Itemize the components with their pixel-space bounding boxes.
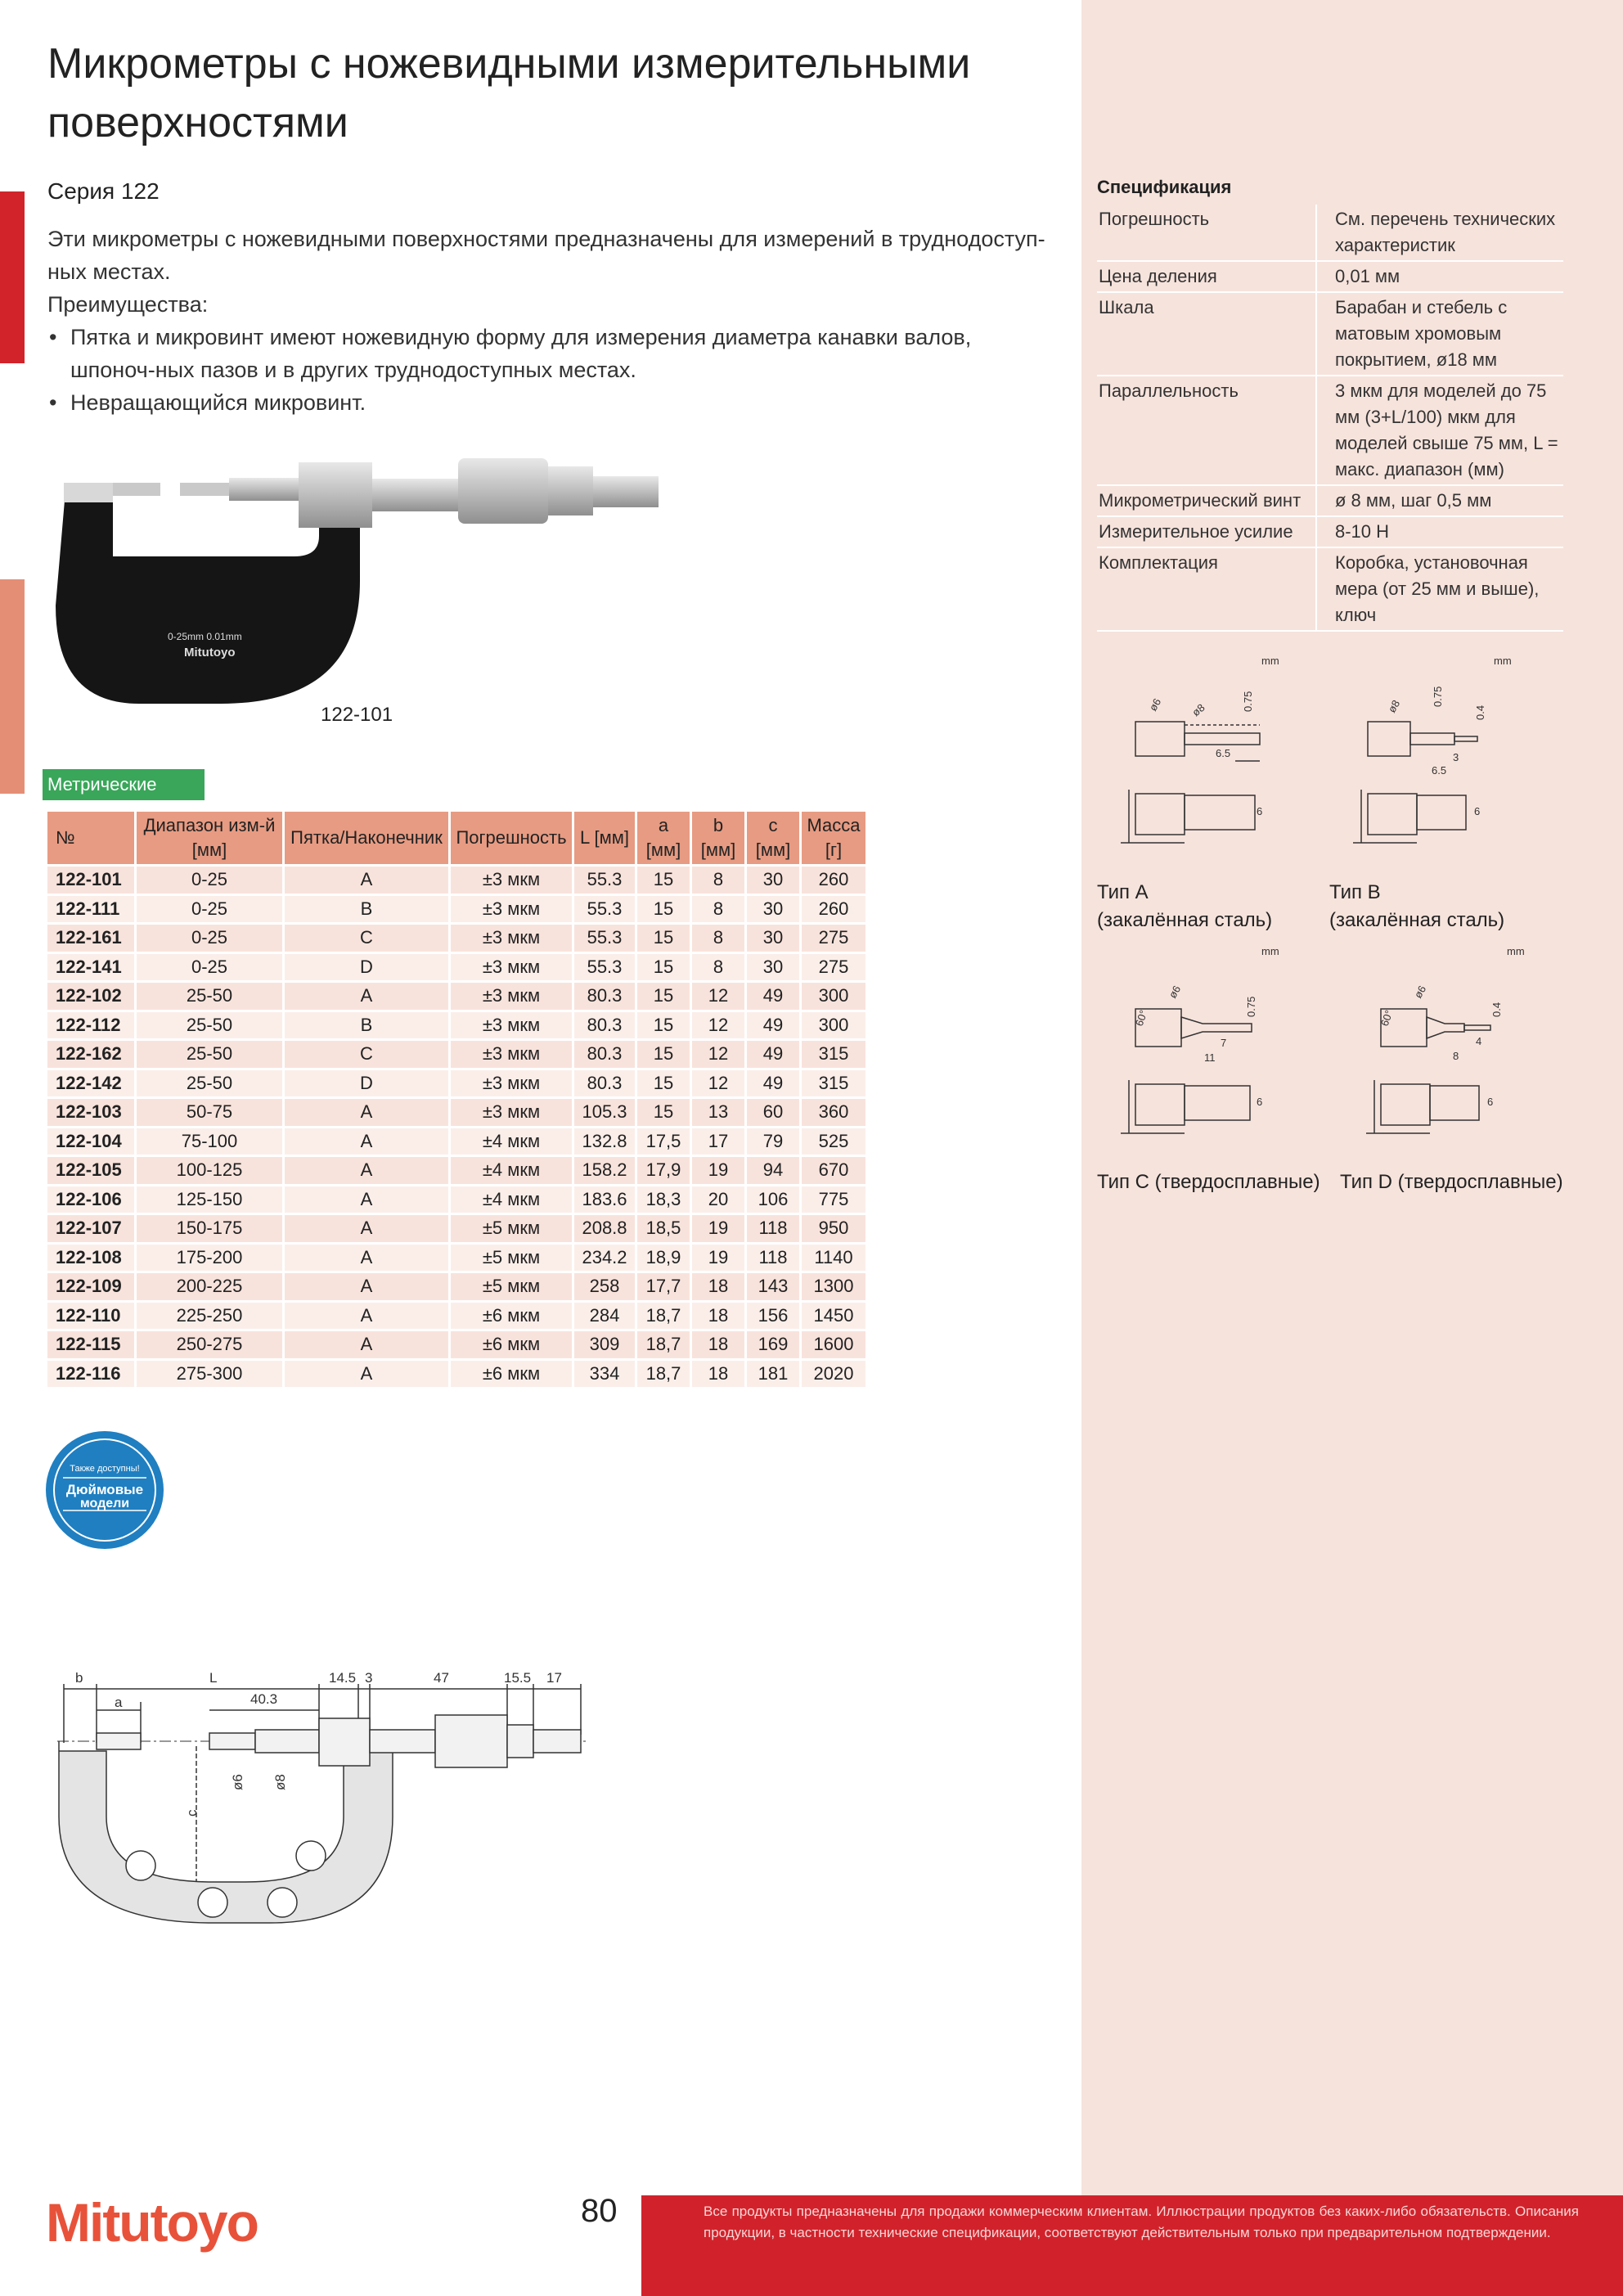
table-cell: 0-25 (137, 954, 282, 984)
svg-text:0.75: 0.75 (1432, 686, 1444, 707)
table-cell: 118 (747, 1215, 799, 1245)
table-cell: ±6 мкм (451, 1361, 572, 1390)
accent-bar-salmon (0, 579, 25, 794)
table-row (47, 1303, 865, 1332)
table-row (47, 1012, 865, 1042)
table-cell: 181 (747, 1361, 799, 1390)
table-cell: ±3 мкм (451, 1070, 572, 1100)
table-cell: ±4 мкм (451, 1186, 572, 1216)
table-cell: 1600 (802, 1331, 865, 1361)
table-cell: A (285, 1273, 448, 1303)
spec-row (1097, 376, 1563, 485)
table-cell: 200-225 (137, 1273, 282, 1303)
svg-text:ø6: ø6 (230, 1774, 245, 1790)
table-cell: 8 (692, 925, 744, 954)
table-cell: 122-108 (47, 1245, 134, 1274)
svg-text:6.5: 6.5 (1432, 764, 1447, 777)
unit-label: mm (1261, 945, 1279, 957)
page-number: 80 (581, 2193, 618, 2229)
svg-text:14.5: 14.5 (329, 1670, 357, 1686)
table-cell: 118 (747, 1245, 799, 1274)
table-cell: ±5 мкм (451, 1273, 572, 1303)
table-body (47, 867, 865, 1389)
spec-row (1097, 485, 1563, 516)
table-cell: 30 (747, 954, 799, 984)
svg-text:ø6: ø6 (1146, 696, 1164, 714)
table-cell: 15 (637, 896, 690, 925)
spec-value: 0,01 мм (1316, 261, 1563, 292)
svg-text:11: 11 (1204, 1051, 1216, 1064)
table-cell: 18,7 (637, 1361, 690, 1390)
svg-text:60°: 60° (1378, 1008, 1396, 1029)
table-cell: 122-116 (47, 1361, 134, 1390)
spec-row (1097, 205, 1563, 261)
spec-row (1097, 292, 1563, 376)
tip-type-a-caption: Тип А (закалённая сталь) (1097, 881, 1273, 931)
spec-value: Коробка, установочная мера (от 25 мм и выше), ключ (1316, 547, 1563, 631)
table-cell: 18,7 (637, 1303, 690, 1332)
dimension-drawing (49, 1661, 605, 1931)
spec-key: Шкала (1097, 292, 1316, 376)
table-cell: 49 (747, 1012, 799, 1042)
table-cell: 122-109 (47, 1273, 134, 1303)
table-cell: A (285, 1186, 448, 1216)
table-cell: 25-50 (137, 1041, 282, 1070)
table-cell: 12 (692, 1012, 744, 1042)
table-cell: ±3 мкм (451, 896, 572, 925)
table-cell: 315 (802, 1070, 865, 1100)
tip-type-d-caption: Тип D (твердосплавные) (1340, 1171, 1563, 1193)
table-cell: 122-142 (47, 1070, 134, 1100)
table-cell: C (285, 1041, 448, 1070)
table-cell: ±3 мкм (451, 1041, 572, 1070)
table-cell: 19 (692, 1245, 744, 1274)
table-cell: 125-150 (137, 1186, 282, 1216)
table-cell: 122-101 (47, 867, 134, 896)
table-row (47, 1099, 865, 1128)
table-cell: 122-115 (47, 1331, 134, 1361)
table-cell: 15 (637, 983, 690, 1012)
svg-text:3: 3 (365, 1670, 373, 1686)
col-header: L [мм] (574, 812, 635, 867)
table-cell: ±4 мкм (451, 1157, 572, 1186)
table-cell: 18,9 (637, 1245, 690, 1274)
table-cell: A (285, 1128, 448, 1158)
tip-type-b-figure (1345, 646, 1590, 851)
table-cell: 122-103 (47, 1099, 134, 1128)
inch-models-badge (45, 1430, 164, 1550)
table-cell: 132.8 (574, 1128, 635, 1158)
table-header-row (47, 812, 865, 867)
spec-value: ø 8 мм, шаг 0,5 мм (1316, 485, 1563, 516)
svg-text:0.75: 0.75 (1242, 691, 1254, 712)
table-cell: 150-175 (137, 1215, 282, 1245)
table-cell: 15 (637, 1070, 690, 1100)
table-cell: 17,5 (637, 1128, 690, 1158)
table-cell: 12 (692, 983, 744, 1012)
table-cell: A (285, 1303, 448, 1332)
table-cell: 30 (747, 896, 799, 925)
table-cell: ±3 мкм (451, 925, 572, 954)
table-row (47, 1157, 865, 1186)
svg-text:6.5: 6.5 (1216, 747, 1231, 759)
table-cell: 8 (692, 954, 744, 984)
table-cell: 525 (802, 1128, 865, 1158)
table-cell: 122-102 (47, 983, 134, 1012)
table-cell: 122-107 (47, 1215, 134, 1245)
models-table (45, 812, 868, 1389)
spec-value: Барабан и стебель с матовым хромовым покрытием, ø18 мм (1316, 292, 1563, 376)
spec-value: См. перечень технических характеристик (1316, 205, 1563, 261)
table-cell: 19 (692, 1215, 744, 1245)
col-header: a [мм] (637, 812, 690, 867)
table-cell: 100-125 (137, 1157, 282, 1186)
table-cell: 75-100 (137, 1128, 282, 1158)
table-cell: 122-141 (47, 954, 134, 984)
table-cell: 15 (637, 1041, 690, 1070)
table-cell: D (285, 954, 448, 984)
svg-text:a: a (115, 1695, 123, 1710)
table-cell: 0-25 (137, 896, 282, 925)
table-cell: 106 (747, 1186, 799, 1216)
table-cell: 275-300 (137, 1361, 282, 1390)
table-cell: 2020 (802, 1361, 865, 1390)
table-cell: 169 (747, 1331, 799, 1361)
table-cell: 15 (637, 1099, 690, 1128)
table-cell: 49 (747, 983, 799, 1012)
table-cell: A (285, 983, 448, 1012)
table-cell: A (285, 1361, 448, 1390)
table-cell: 122-104 (47, 1128, 134, 1158)
table-row (47, 1361, 865, 1390)
tip-type-b-caption: Тип В (закалённая сталь) (1329, 881, 1505, 931)
table-cell: 208.8 (574, 1215, 635, 1245)
table-cell: 225-250 (137, 1303, 282, 1332)
intro-paragraph: Эти микрометры с ножевидными поверхностями предназначены для измерений в труднодоступ-ных местах. (47, 227, 1045, 284)
badge-top: Также доступны! (70, 1464, 140, 1474)
table-cell: ±3 мкм (451, 1099, 572, 1128)
table-cell: 17,9 (637, 1157, 690, 1186)
table-cell: 1300 (802, 1273, 865, 1303)
svg-text:ø6: ø6 (1411, 983, 1429, 1001)
table-cell: ±3 мкм (451, 954, 572, 984)
table-cell: 18 (692, 1273, 744, 1303)
table-cell: 49 (747, 1041, 799, 1070)
col-header: № (47, 812, 134, 867)
table-cell: 250-275 (137, 1331, 282, 1361)
table-cell: 122-110 (47, 1303, 134, 1332)
table-cell: 15 (637, 954, 690, 984)
table-cell: 258 (574, 1273, 635, 1303)
table-cell: 25-50 (137, 1070, 282, 1100)
svg-text:15.5: 15.5 (504, 1670, 532, 1686)
metric-tag: Метрические (43, 769, 205, 800)
spec-row (1097, 547, 1563, 631)
table-cell: 158.2 (574, 1157, 635, 1186)
table-cell: 60 (747, 1099, 799, 1128)
photo-caption: 122-101 (321, 704, 393, 726)
table-row (47, 1273, 865, 1303)
footer-disclaimer: Все продукты предназначены для продажи коммерческим клиентам. Иллюстрации продуктов без каких-либо обязательств. Описания продукции, в частности технические спецификации, соответствуют действительным только при предварительном подтверждении. (704, 2204, 1579, 2240)
svg-text:40.3: 40.3 (250, 1691, 278, 1707)
table-cell: 12 (692, 1041, 744, 1070)
unit-label: mm (1507, 945, 1525, 957)
table-cell: 55.3 (574, 925, 635, 954)
spec-title: Спецификация (1097, 177, 1232, 197)
table-cell: 30 (747, 867, 799, 896)
svg-text:ø8: ø8 (272, 1774, 288, 1790)
table-row (47, 1245, 865, 1274)
table-cell: 18 (692, 1361, 744, 1390)
table-cell: 334 (574, 1361, 635, 1390)
spec-value: 8-10 Н (1316, 516, 1563, 547)
tip-type-d-figure (1358, 937, 1603, 1141)
table-cell: 275 (802, 954, 865, 984)
table-row (47, 1128, 865, 1158)
table-cell: 18 (692, 1303, 744, 1332)
table-cell: 12 (692, 1070, 744, 1100)
table-cell: 55.3 (574, 896, 635, 925)
svg-text:ø8: ø8 (1385, 697, 1403, 715)
table-cell: 80.3 (574, 983, 635, 1012)
table-cell: 30 (747, 925, 799, 954)
advantages-label: Преимущества: (47, 292, 209, 317)
table-cell: 50-75 (137, 1099, 282, 1128)
table-cell: ±5 мкм (451, 1215, 572, 1245)
svg-text:47: 47 (434, 1670, 449, 1686)
table-row (47, 867, 865, 896)
table-cell: 275 (802, 925, 865, 954)
table-cell: 284 (574, 1303, 635, 1332)
spec-table (1097, 205, 1563, 632)
table-cell: 300 (802, 983, 865, 1012)
advantage-bullet: • Невращающийся микровинт. (47, 386, 1054, 419)
table-cell: 950 (802, 1215, 865, 1245)
table-row (47, 896, 865, 925)
table-cell: 105.3 (574, 1099, 635, 1128)
spec-row (1097, 261, 1563, 292)
tip-type-a-figure (1113, 646, 1358, 851)
table-cell: 15 (637, 867, 690, 896)
spec-row (1097, 516, 1563, 547)
table-cell: 94 (747, 1157, 799, 1186)
table-cell: A (285, 1215, 448, 1245)
table-cell: ±5 мкм (451, 1245, 572, 1274)
svg-text:60°: 60° (1132, 1008, 1150, 1029)
table-cell: 55.3 (574, 954, 635, 984)
svg-text:ø6: ø6 (1166, 983, 1184, 1001)
col-header: c [мм] (747, 812, 799, 867)
table-cell: 49 (747, 1070, 799, 1100)
table-cell: 183.6 (574, 1186, 635, 1216)
svg-text:8: 8 (1453, 1050, 1459, 1062)
svg-text:17: 17 (546, 1670, 562, 1686)
table-row (47, 1041, 865, 1070)
spec-key: Микрометрический винт (1097, 485, 1316, 516)
table-cell: B (285, 1012, 448, 1042)
page-title: Микрометры с ножевидными измерительными поверхностями (47, 40, 971, 146)
product-photo (49, 458, 671, 704)
svg-text:6: 6 (1474, 805, 1481, 817)
table-row (47, 954, 865, 984)
tip-type-c-figure (1113, 937, 1358, 1141)
series-label: Серия 122 (47, 178, 160, 204)
table-cell: 122-162 (47, 1041, 134, 1070)
table-cell: 19 (692, 1157, 744, 1186)
badge-main: модели (79, 1497, 130, 1510)
spec-key: Погрешность (1097, 205, 1316, 261)
table-cell: ±3 мкм (451, 867, 572, 896)
spec-section (1097, 177, 1563, 632)
svg-text:c: c (184, 1809, 200, 1817)
table-row (47, 925, 865, 954)
spec-key: Цена деления (1097, 261, 1316, 292)
table-row (47, 1215, 865, 1245)
table-cell: ±6 мкм (451, 1331, 572, 1361)
tip-type-c-caption: Тип С (твердосплавные) (1097, 1171, 1320, 1193)
svg-text:6: 6 (1257, 805, 1263, 817)
col-header: Пятка/Наконечник (285, 812, 448, 867)
spec-key: Параллельность (1097, 376, 1316, 485)
table-cell: A (285, 1331, 448, 1361)
table-cell: 1140 (802, 1245, 865, 1274)
table-cell: 80.3 (574, 1041, 635, 1070)
svg-text:0.4: 0.4 (1474, 705, 1486, 720)
svg-text:0.4: 0.4 (1490, 1002, 1503, 1017)
table-cell: ±3 мкм (451, 1012, 572, 1042)
unit-label: mm (1261, 655, 1279, 667)
svg-text:L: L (209, 1670, 218, 1686)
svg-text:7: 7 (1221, 1037, 1227, 1049)
frame-label: 0-25mm 0.01mm (168, 631, 242, 642)
svg-text:6: 6 (1257, 1096, 1263, 1108)
table-cell: 18,5 (637, 1215, 690, 1245)
table-cell: 260 (802, 867, 865, 896)
table-cell: 80.3 (574, 1012, 635, 1042)
table-cell: 15 (637, 925, 690, 954)
table-cell: C (285, 925, 448, 954)
table-cell: D (285, 1070, 448, 1100)
svg-text:6: 6 (1487, 1096, 1494, 1108)
table-row (47, 1070, 865, 1100)
svg-text:ø8: ø8 (1189, 701, 1207, 719)
table-cell: 309 (574, 1331, 635, 1361)
table-cell: 80.3 (574, 1070, 635, 1100)
table-cell: 0-25 (137, 867, 282, 896)
table-cell: 122-161 (47, 925, 134, 954)
svg-text:3: 3 (1453, 751, 1459, 763)
table-cell: 0-25 (137, 925, 282, 954)
unit-label: mm (1494, 655, 1512, 667)
table-cell: 25-50 (137, 1012, 282, 1042)
table-cell: 8 (692, 867, 744, 896)
table-cell: A (285, 1157, 448, 1186)
table-cell: 143 (747, 1273, 799, 1303)
table-cell: A (285, 1099, 448, 1128)
advantage-bullet: • Пятка и микровинт имеют ножевидную форму для измерения диаметра канавки валов, шпоноч-ных пазов и в других труднодоступных местах. (47, 321, 1054, 386)
table-row (47, 1331, 865, 1361)
table-cell: B (285, 896, 448, 925)
table-cell: 79 (747, 1128, 799, 1158)
table-cell: 17,7 (637, 1273, 690, 1303)
svg-text:4: 4 (1476, 1035, 1482, 1047)
table-cell: A (285, 867, 448, 896)
table-row (47, 1186, 865, 1216)
table-cell: 15 (637, 1012, 690, 1042)
table-cell: 18,7 (637, 1331, 690, 1361)
table-cell: 234.2 (574, 1245, 635, 1274)
table-cell: 315 (802, 1041, 865, 1070)
svg-text:b: b (75, 1670, 83, 1686)
table-cell: ±3 мкм (451, 983, 572, 1012)
spec-key: Комплектация (1097, 547, 1316, 631)
spec-value: 3 мкм для моделей до 75 мм (3+L/100) мкм для моделей свыше 75 мм, L = макс. диапазон (мм) (1316, 376, 1563, 485)
table-cell: 122-112 (47, 1012, 134, 1042)
table-cell: 55.3 (574, 867, 635, 896)
col-header: Диапазон изм-й [мм] (137, 812, 282, 867)
table-cell: 25-50 (137, 983, 282, 1012)
table-cell: 260 (802, 896, 865, 925)
table-cell: 775 (802, 1186, 865, 1216)
col-header: Масса [г] (802, 812, 865, 867)
table-row (47, 983, 865, 1012)
col-header: b [мм] (692, 812, 744, 867)
table-cell: ±4 мкм (451, 1128, 572, 1158)
mitutoyo-logo: Mitutoyo (46, 2192, 258, 2253)
table-cell: ±6 мкм (451, 1303, 572, 1332)
table-cell: 670 (802, 1157, 865, 1186)
table-cell: 18 (692, 1331, 744, 1361)
table-cell: 122-111 (47, 896, 134, 925)
accent-bar-red (0, 191, 25, 363)
svg-text:0.75: 0.75 (1245, 996, 1257, 1017)
table-cell: 20 (692, 1186, 744, 1216)
intro-text (47, 223, 1054, 419)
table-cell: 300 (802, 1012, 865, 1042)
table-cell: 122-105 (47, 1157, 134, 1186)
table-cell: 1450 (802, 1303, 865, 1332)
col-header: Погрешность (451, 812, 572, 867)
table-cell: A (285, 1245, 448, 1274)
table-cell: 17 (692, 1128, 744, 1158)
badge-main: Дюймовые (65, 1482, 144, 1497)
table-cell: 18,3 (637, 1186, 690, 1216)
table-cell: 175-200 (137, 1245, 282, 1274)
spec-key: Измерительное усилие (1097, 516, 1316, 547)
table-cell: 122-106 (47, 1186, 134, 1216)
table-cell: 13 (692, 1099, 744, 1128)
frame-brand: Mitutoyo (184, 646, 236, 660)
table-cell: 8 (692, 896, 744, 925)
table-cell: 360 (802, 1099, 865, 1128)
table-cell: 156 (747, 1303, 799, 1332)
